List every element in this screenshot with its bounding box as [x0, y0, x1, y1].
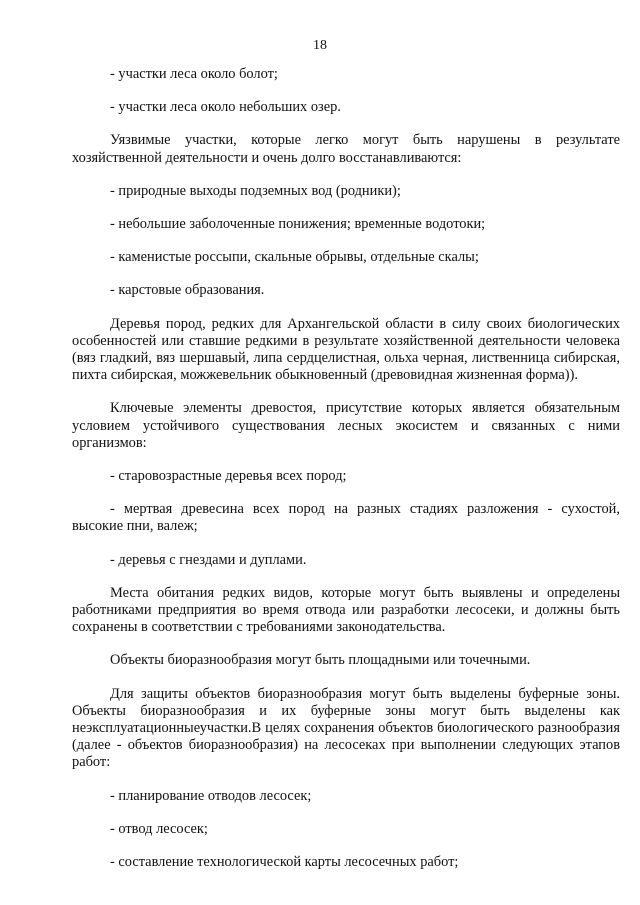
list-item-lake-forest: - участки леса около небольших озер.	[110, 99, 341, 116]
paragraph-rare-species-habitats: Места обитания редких видов, которые могут быть выявлены и определены работниками предприятия во время отвода или разработки лесосеки, и должны быть сохранены в соответствии с требованиями законодательства.	[72, 584, 620, 636]
list-item-springs: - природные выходы подземных вод (родники);	[110, 182, 401, 199]
list-item-wetlands: - небольшие заболоченные понижения; временные водотоки;	[110, 216, 486, 233]
list-item-nest-trees: - деревья с гнездами и дуплами.	[110, 551, 307, 568]
list-item-bog-forest: - участки леса около болот;	[110, 66, 278, 82]
paragraph-vulnerable-areas: Уязвимые участки, которые легко могут быть нарушены в результате хозяйственной деятельности и очень долго восстанавливаются:	[72, 132, 620, 166]
paragraph-buffer-zones: Для защиты объектов биоразнообразия могут быть выделены буферные зоны. Объекты биоразнообразия и их буферные зоны могут быть выделены как неэксплуатационныеучастки.В целях сохранения объектов биологического разнообразия (далее - объектов биоразнообразия) на лесосеках при выполнении следующих этапов работ:	[72, 685, 620, 771]
list-item-allocation: - отвод лесосек;	[110, 820, 208, 837]
document-body	[72, 66, 620, 887]
paragraph-key-elements: Ключевые элементы древостоя, присутствие которых является обязательным условием устойчивого существования лесных экосистем и связанных с ними организмов:	[72, 400, 620, 451]
paragraph-rare-trees: Деревья пород, редких для Архангельской области в силу своих биологических особенностей или ставшие редкими в результате хозяйственной деятельности человека (вяз гладкий, вяз шершавый, липа сердцелистная, ольха черная, лиственница сибирская, пихта сибирская, можжевельник обыкновенный (древовидная жизненная форма)).	[72, 315, 620, 384]
list-item-rocks: - каменистые россыпи, скальные обрывы, отдельные скалы;	[110, 249, 479, 266]
page-number: 18	[313, 38, 327, 53]
paragraph-biodiversity-objects: Объекты биоразнообразия могут быть площадными или точечными.	[110, 652, 531, 669]
list-item-tech-map: - составление технологической карты лесосечных работ;	[110, 854, 459, 871]
list-item-planning: - планирование отводов лесосек;	[110, 787, 312, 804]
list-item-dead-wood: - мертвая древесина всех пород на разных стадиях разложения - сухостой, высокие пни, валеж;	[72, 501, 620, 535]
list-item-old-trees: - старовозрастные деревья всех пород;	[110, 468, 347, 485]
list-item-karst: - карстовые образования.	[110, 282, 265, 299]
